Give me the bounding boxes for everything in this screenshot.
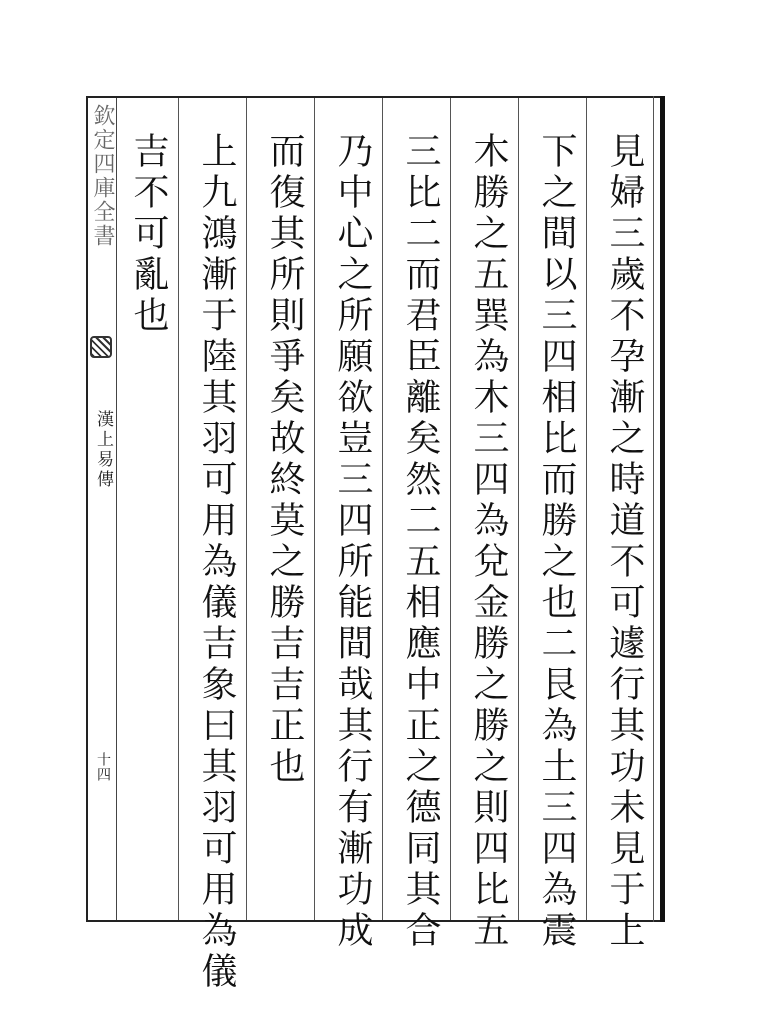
text-column-4: 三比二而君臣離矣然二五相應中正之德同其合: [400, 132, 441, 952]
text-column-2: 下之間以三四相比而勝之也二艮為土三四為震: [536, 132, 577, 952]
text-column-5: 乃中心之所願欲豈三四所能間哉其行有漸功成: [332, 132, 373, 952]
text-column-1: 見婦三歲不孕漸之時道不可遽行其功未見于上: [604, 132, 645, 952]
fish-tail-mark-icon: [90, 336, 112, 358]
frame-right-border: [660, 96, 665, 922]
text-column-6: 而復其所則爭矣故終莫之勝吉吉正也: [264, 132, 305, 788]
margin-page-number: 十四: [95, 752, 111, 782]
text-column-3: 木勝之五巽為木三四為兌金勝之勝之則四比五: [468, 132, 509, 952]
margin-book-title: 漢上易傳: [93, 410, 113, 490]
text-column-7: 上九鴻漸于陸其羽可用為儀吉象曰其羽可用為儀: [196, 132, 237, 993]
frame-top-border: [86, 96, 664, 98]
margin-collection-title: 欽定四庫全書: [90, 104, 115, 248]
text-column-8: 吉不可亂也: [128, 132, 169, 337]
